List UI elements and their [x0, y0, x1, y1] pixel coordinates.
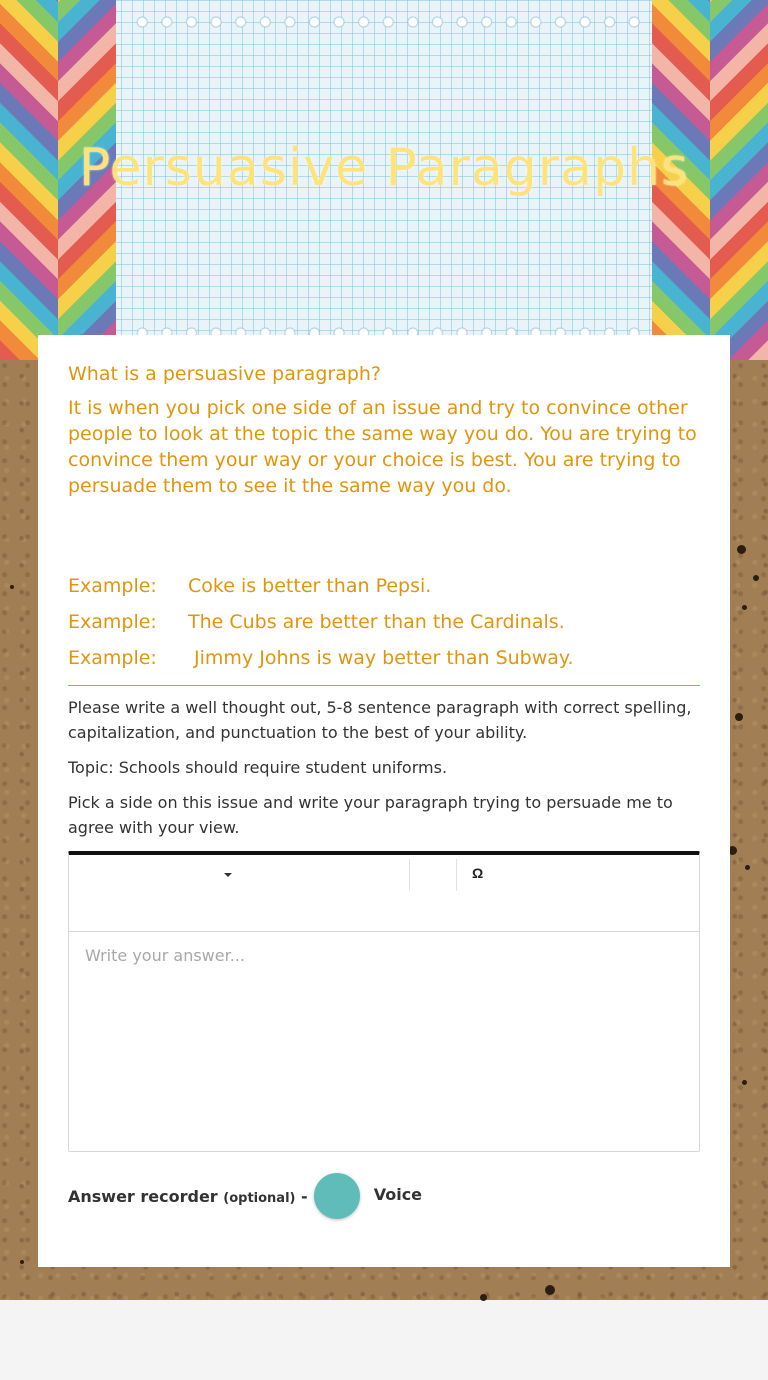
- instruction-paragraph: Pick a side on this issue and write your paragraph trying to persuade me to agree with your view.: [68, 793, 673, 837]
- intro-question: What is a persuasive paragraph?: [68, 363, 382, 385]
- examples-list: [68, 575, 700, 683]
- answer-textarea[interactable]: [69, 932, 699, 1150]
- example-label: Example:: [68, 647, 157, 669]
- intro-definition: It is when you pick one side of an issue and try to convince other people to look at the topic the same way you do. You are trying to convince them your way or your choice is best. You are trying to persuade them to see it the same way you do.: [68, 397, 697, 497]
- example-label: Example:: [68, 611, 157, 633]
- special-characters-button[interactable]: Ω: [472, 865, 484, 881]
- recorder-optional: (optional): [223, 1190, 296, 1206]
- voice-label: Voice: [373, 1184, 423, 1204]
- notebook-rings-top: [130, 14, 640, 30]
- editor-toolbar: [69, 855, 699, 932]
- example-row: [68, 611, 700, 647]
- example-row: [68, 575, 700, 611]
- example-text: Jimmy Johns is way better than Subway.: [188, 647, 574, 669]
- page-header: [0, 0, 768, 360]
- recorder-label: Answer recorder (optional) -: [68, 1186, 308, 1206]
- instruction-paragraph: Please write a well thought out, 5-8 sentence paragraph with correct spelling, capitalization, and punctuation to the best of your ability.: [68, 698, 692, 742]
- example-row: [68, 647, 700, 683]
- example-label: Example:: [68, 575, 157, 597]
- page-title: Persuasive Paragraphs: [78, 138, 690, 198]
- answer-recorder: [68, 1173, 422, 1219]
- format-dropdown-caret-icon[interactable]: [224, 873, 232, 877]
- section-divider: [68, 685, 700, 686]
- record-voice-button[interactable]: [314, 1173, 360, 1219]
- content-card: [38, 335, 730, 1267]
- example-text: Coke is better than Pepsi.: [188, 575, 432, 597]
- example-text: The Cubs are better than the Cardinals.: [188, 611, 565, 633]
- toolbar-divider: [456, 859, 457, 891]
- answer-editor: [68, 851, 700, 1152]
- topic-text: Topic: Schools should require student uniforms.: [68, 758, 448, 777]
- instructions: [68, 695, 700, 850]
- intro-section: [68, 363, 700, 499]
- toolbar-divider: [409, 859, 410, 891]
